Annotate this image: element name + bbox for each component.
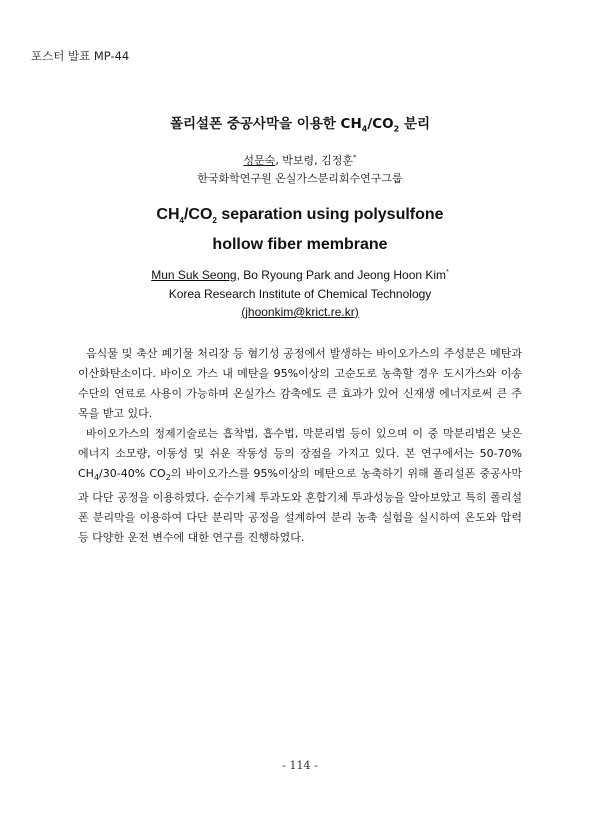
abstract-text: /30-40% CO bbox=[99, 467, 166, 480]
english-title-line2: hollow fiber membrane bbox=[212, 236, 388, 254]
subscript: 2 bbox=[393, 124, 400, 134]
coauthors-kr: , 박보령, 김정훈 bbox=[275, 154, 354, 167]
english-title-line1 bbox=[0, 203, 600, 233]
subscript: 2 bbox=[212, 216, 217, 226]
korean-title-part: /CO bbox=[367, 116, 394, 132]
contact-email[interactable] bbox=[0, 305, 600, 319]
english-title-part: /CO bbox=[183, 206, 213, 223]
korean-title-part: 폴리설폰 중공사막을 이용한 CH bbox=[169, 116, 362, 132]
subscript: 4 bbox=[179, 216, 184, 226]
email-link[interactable]: (jhoonkim@krict.re.kr) bbox=[241, 305, 359, 319]
poster-session-label: 포스터 발표 MP-44 bbox=[31, 49, 130, 63]
abstract-text: 바이오가스의 정제기술로는 흡착법, 흡수법, 막분리법 등이 있으며 이 중 막분리법은 낮은 에너지 소모량, 이동성 및 쉬운 작동성 등의 장점을 가지고 있다. 본 연구에서는 50-70% CH bbox=[78, 427, 522, 480]
abstract-paragraph-1: 음식물 및 축산 폐기물 처리장 등 혐기성 공정에서 발생하는 바이오가스의 주성분은 메탄과 이산화탄소이다. 바이오 가스 내 메탄을 95%이상의 고순도로 농축할 경우 도시가스와 이송수단의 연료로 사용이 가능하며 온실가스 감축에도 큰 효과가 있어 신재생 에너지로써 큰 주목을 받고 있다. bbox=[78, 347, 522, 420]
english-title bbox=[0, 203, 600, 257]
corresponding-mark: * bbox=[353, 153, 357, 162]
page-number: - 114 - bbox=[282, 759, 318, 772]
korean-affiliation: 한국화학연구원 온실가스분리회수연구그룹 bbox=[197, 172, 403, 185]
subscript: 2 bbox=[165, 473, 171, 483]
korean-title bbox=[0, 112, 600, 134]
presenting-author-en: Mun Suk Seong bbox=[151, 268, 237, 282]
coauthors-en: , Bo Ryoung Park and Jeong Hoon Kim bbox=[236, 268, 447, 282]
english-affiliation: Korea Research Institute of Chemical Technology bbox=[168, 287, 432, 301]
abstract-body bbox=[78, 344, 522, 548]
abstract-paragraph-2 bbox=[78, 424, 522, 548]
english-title-part: separation using polysulfone bbox=[216, 206, 444, 223]
english-title-part: CH bbox=[156, 206, 180, 223]
corresponding-mark: * bbox=[446, 269, 449, 276]
korean-title-part: 분리 bbox=[399, 116, 431, 132]
presenting-author-kr: 성문숙 bbox=[243, 154, 276, 167]
abstract-text: 의 바이오가스를 95%이상의 메탄으로 농축하기 위해 폴리설폰 중공사막과 다단 공정을 이용하였다. 순수기체 투과도와 혼합기체 투과성능을 알아보았고 특히 폴리설폰 분리막을 이용하여 다단 분리막 공정을 설계하여 분리 농축 실험을 실시하여 온도와 압력 등 다양한 운전 변수에 대한 연구를 진행하였다. bbox=[78, 467, 522, 545]
subscript: 4 bbox=[93, 473, 100, 483]
english-authors bbox=[0, 268, 600, 282]
subscript: 4 bbox=[361, 124, 368, 134]
korean-authors bbox=[0, 152, 600, 168]
